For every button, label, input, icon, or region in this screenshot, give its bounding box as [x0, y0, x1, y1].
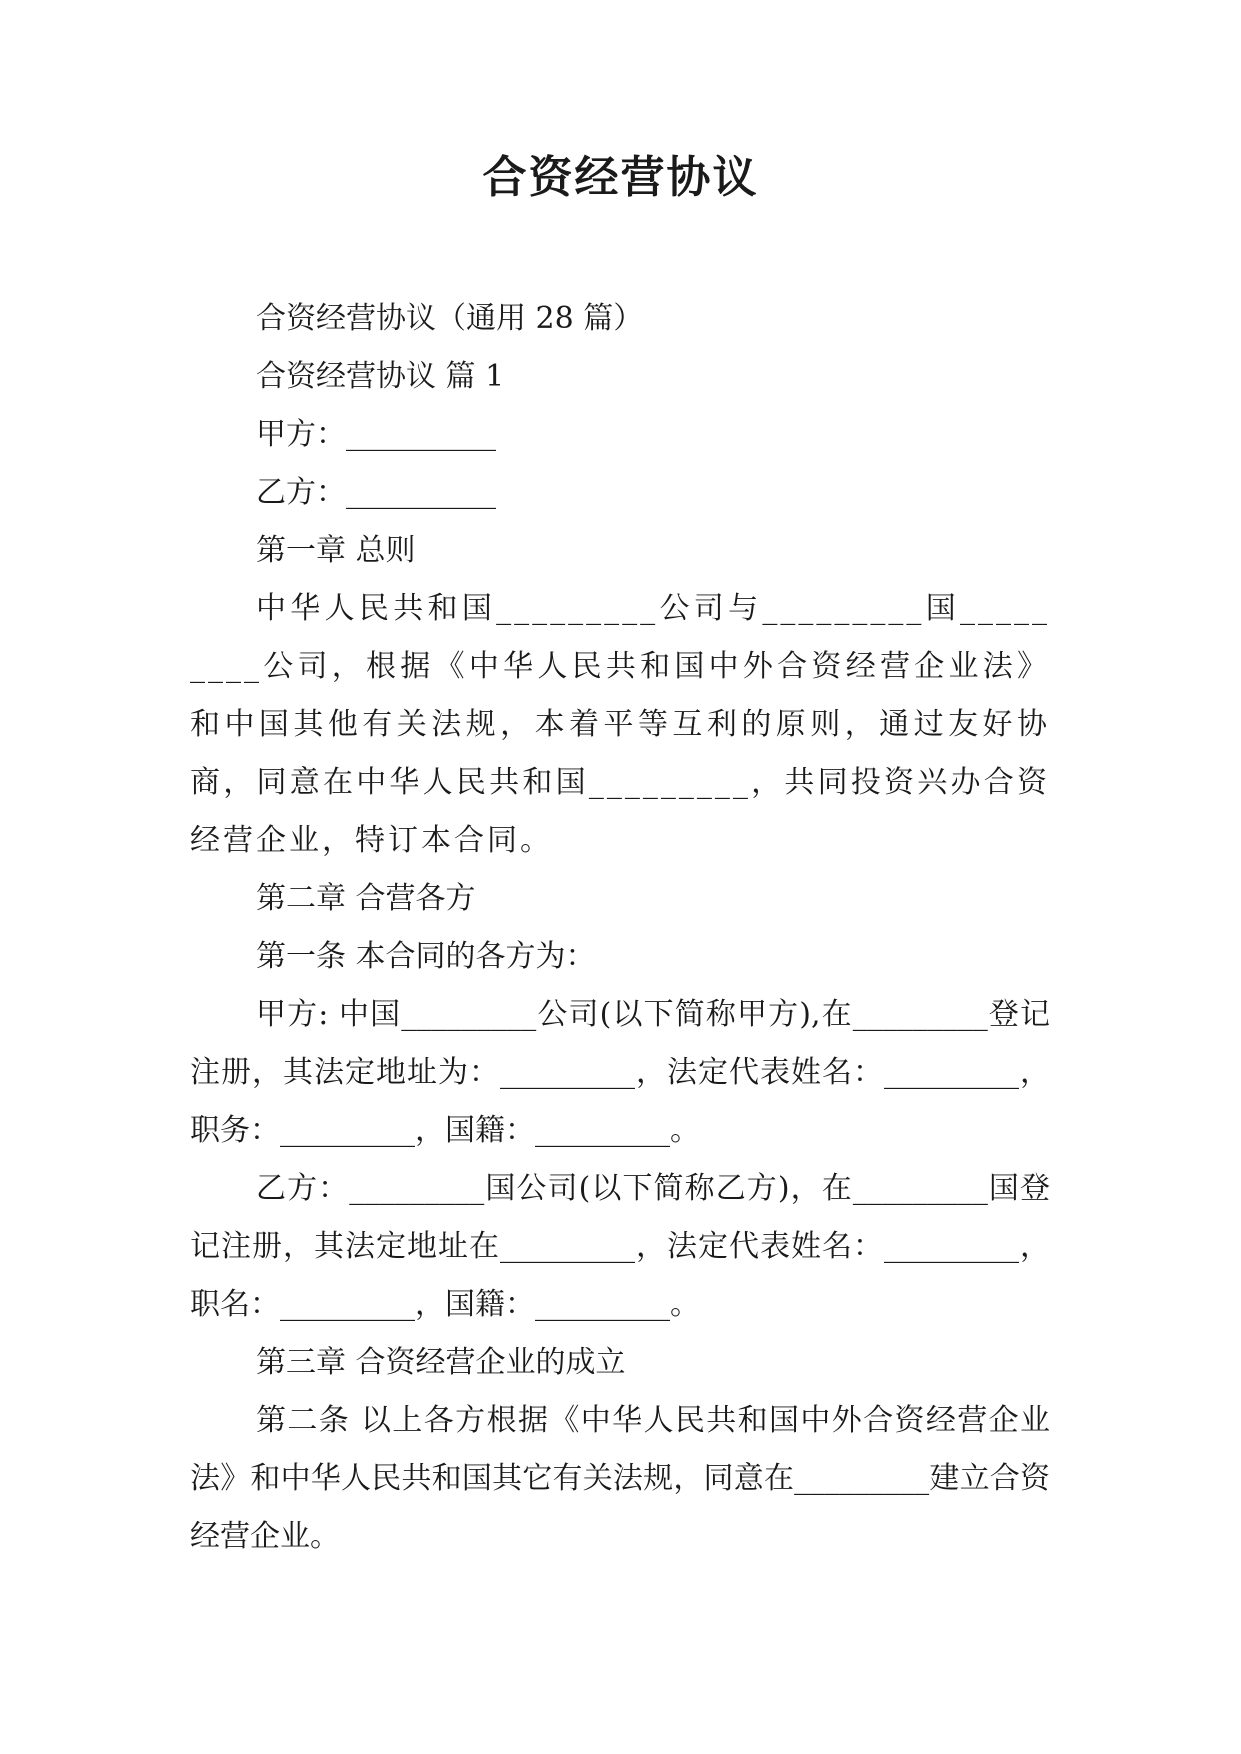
- article-1-title: 第一条 本合同的各方为：: [256, 939, 596, 974]
- chapter-1-title: 第一章 总则: [256, 533, 416, 568]
- document-body: [190, 290, 1050, 1566]
- party-b-line: 乙方：__________: [256, 475, 496, 510]
- article-2-paragraph: 第二条 以上各方根据《中华人民共和国中外合资经营企业法》和中华人民共和国其它有关法规，同意在_________建立合资经营企业。: [190, 1403, 1050, 1554]
- chapter-2-title: 第二章 合营各方: [256, 881, 476, 916]
- document-subtitle: 合资经营协议（通用 28 篇）: [256, 301, 644, 336]
- section-heading: 合资经营协议 篇 1: [256, 359, 505, 394]
- party-b-detail: 乙方：_________国公司(以下简称乙方)，在_________国登记注册，其法定地址在_________，法定代表姓名：_________，职名：_________，国籍：_________。: [190, 1171, 1050, 1322]
- document-title: 合资经营协议: [482, 152, 759, 203]
- chapter-3-title: 第三章 合资经营企业的成立: [256, 1345, 626, 1380]
- party-a-line: 甲方：__________: [256, 417, 496, 452]
- chapter-1-paragraph: 中华人民共和国_________公司与_________国_________公司，根据《中华人民共和国中外合资经营企业法》和中国其他有关法规，本着平等互利的原则，通过友好协商，同意在中华人民共和国_________，共同投资兴办合资经营企业，特订本合同。: [190, 591, 1050, 858]
- party-a-detail: 甲方: 中国_________公司(以下简称甲方),在_________登记注册，其法定地址为：_________，法定代表姓名：_________，职务：_________，国籍：_________。: [190, 997, 1050, 1148]
